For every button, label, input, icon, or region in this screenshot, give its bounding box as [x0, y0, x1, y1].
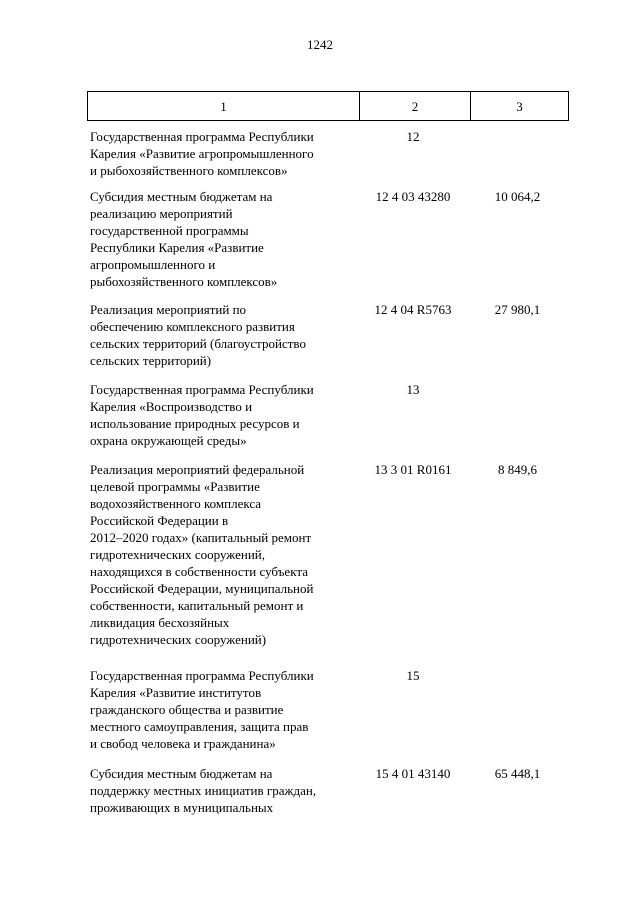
row-code: 13	[406, 382, 420, 397]
table-row	[87, 188, 567, 301]
row-sum: 27 980,1	[494, 302, 541, 317]
header-row	[88, 92, 569, 121]
row-name: Реализация мероприятий по обеспечению комплексного развития сельских территорий (благоустройство сельских территорий)	[90, 302, 306, 368]
row-name: Реализация мероприятий федеральной целевой программы «Развитие водохозяйственного комплекса Российской Федерации в 2012–2020 годах» (капитальный ремонт гидротехнических сооружений, находящихся в собственности субъекта Российской Федерации, муниципальной собственности, капитальный ремонт и ликвидация бесхозяйных гидротехнических сооружений)	[90, 462, 314, 647]
row-code: 15 4 01 43140	[375, 766, 451, 781]
table-row	[87, 381, 567, 461]
row-sum: 65 448,1	[494, 766, 541, 781]
page-number: 1242	[307, 37, 333, 52]
row-code: 12 4 04 R5763	[374, 302, 452, 317]
row-code: 12 4 03 43280	[375, 189, 451, 204]
header-col-1: 1	[88, 92, 360, 121]
row-sum	[468, 381, 567, 461]
row-sum: 8 849,6	[498, 462, 537, 477]
header-col-2: 2	[360, 92, 471, 121]
table-row	[87, 301, 567, 381]
row-code: 15	[406, 668, 420, 683]
row-name: Субсидия местным бюджетам на поддержку местных инициатив граждан, проживающих в муниципальных	[90, 766, 317, 815]
row-name: Государственная программа Республики Карелия «Воспроизводство и использование природных ресурсов и охрана окружающей среды»	[90, 382, 314, 448]
table-body	[87, 128, 567, 825]
table-header	[87, 91, 569, 121]
row-name: Государственная программа Республики Карелия «Развитие институтов гражданского общества и развитие местного самоуправления, защита прав и свобод человека и гражданина»	[90, 668, 314, 751]
row-sum	[468, 128, 567, 188]
row-name: Государственная программа Республики Карелия «Развитие агропромышленного и рыбохозяйственного комплексов»	[90, 129, 314, 178]
table-row	[87, 765, 567, 825]
row-sum: 10 064,2	[494, 189, 541, 204]
table-row	[87, 667, 567, 765]
row-code: 12	[406, 129, 420, 144]
row-sum	[468, 667, 567, 765]
table-row	[87, 461, 567, 667]
table-row	[87, 128, 567, 188]
header-col-3: 3	[471, 92, 569, 121]
row-name: Субсидия местным бюджетам на реализацию мероприятий государственной программы Республики Карелия «Развитие агропромышленного и рыбохозяйственного комплексов»	[90, 189, 278, 289]
row-code: 13 3 01 R0161	[374, 462, 452, 477]
